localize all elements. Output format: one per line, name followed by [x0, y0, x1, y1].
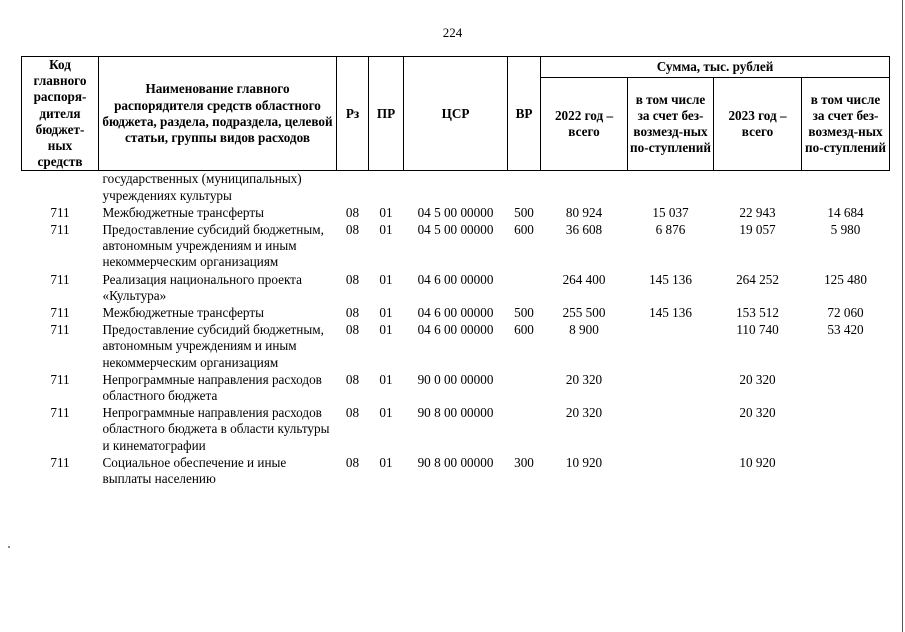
cell-total-2022: 80 924 [565, 204, 603, 220]
cell-free-2023: 72 060 [827, 305, 864, 321]
cell-pr: 01 [379, 271, 393, 287]
cell-vr: 300 [514, 454, 534, 470]
cell-pr: 01 [379, 322, 393, 338]
cell-csr: 90 0 00 00000 [417, 371, 494, 387]
cell-free-2023 [802, 372, 890, 405]
table-row [22, 272, 890, 305]
cell-name: Межбюджетные трансферты [102, 204, 264, 220]
cell-pr: 01 [379, 454, 393, 470]
cell-free-2023: 14 684 [827, 204, 864, 220]
header-vr: ВР [508, 57, 541, 171]
cell-total-2022 [541, 171, 628, 205]
cell-total-2022: 8 900 [569, 322, 599, 338]
cell-free-2022 [628, 405, 714, 455]
cell-total-2023: 19 057 [739, 222, 776, 238]
header-sum-group: Сумма, тыс. рублей [541, 57, 890, 78]
cell-pr [369, 171, 404, 205]
cell-free-2023: 125 480 [824, 271, 867, 287]
cell-total-2023: 20 320 [739, 371, 776, 387]
cell-free-2022 [628, 171, 714, 205]
cell-code [22, 171, 99, 205]
cell-vr [508, 405, 541, 455]
cell-csr: 04 6 00 00000 [417, 322, 494, 338]
cell-vr [508, 372, 541, 405]
cell-code: 711 [50, 305, 70, 321]
page-edge-line [902, 0, 903, 632]
table-row [22, 305, 890, 322]
cell-vr: 600 [514, 222, 534, 238]
cell-rz: 08 [345, 322, 360, 338]
cell-csr: 04 5 00 00000 [417, 204, 494, 220]
table-header [22, 57, 890, 171]
cell-free-2023 [802, 405, 890, 455]
cell-vr [508, 272, 541, 305]
page-number: 224 [442, 25, 463, 40]
header-pr: ПР [369, 57, 404, 171]
cell-free-2023: 5 980 [830, 222, 861, 238]
header-code: Код главного распоря-дителя бюджет-ных средств [22, 57, 99, 171]
cell-total-2022: 255 500 [562, 305, 606, 321]
table-row [22, 171, 890, 205]
cell-code: 711 [50, 371, 70, 387]
cell-vr [508, 171, 541, 205]
cell-vr: 600 [514, 322, 534, 338]
cell-code: 711 [50, 454, 70, 470]
cell-total-2023: 10 920 [739, 454, 776, 470]
table-row [22, 372, 890, 405]
cell-pr: 01 [379, 222, 393, 238]
cell-free-2022 [628, 322, 714, 372]
cell-total-2022: 264 400 [562, 271, 606, 287]
cell-pr: 01 [379, 371, 393, 387]
header-free-2023: в том числе за счет без-возмезд-ных по-ступлений [802, 78, 890, 171]
cell-rz: 08 [345, 271, 360, 287]
cell-total-2023: 153 512 [736, 305, 779, 321]
cell-name: Непрограммные направления расходов областного бюджета [102, 371, 322, 404]
cell-total-2022: 36 608 [565, 222, 603, 238]
header-rz: Рз [337, 57, 369, 171]
cell-name: Межбюджетные трансферты [102, 305, 264, 321]
cell-code: 711 [50, 271, 70, 287]
cell-total-2022: 10 920 [565, 454, 603, 470]
header-total-2023: 2023 год – всего [714, 78, 802, 171]
budget-table [21, 56, 890, 488]
cell-name: Предоставление субсидий бюджетным, автономным учреждениям и иным некоммерческим организациям [102, 222, 324, 270]
cell-rz: 08 [345, 454, 360, 470]
cell-csr: 90 8 00 00000 [417, 454, 494, 470]
cell-name: государственных (муниципальных) учреждениях культуры [102, 171, 302, 203]
cell-total-2023: 20 320 [739, 405, 776, 421]
cell-rz: 08 [345, 405, 360, 421]
cell-rz: 08 [345, 371, 360, 387]
cell-rz [337, 171, 369, 205]
cell-free-2022 [628, 372, 714, 405]
table-body [22, 171, 890, 488]
cell-code: 711 [50, 204, 70, 220]
table-row [22, 222, 890, 272]
cell-code: 711 [50, 405, 70, 421]
cell-name: Предоставление субсидий бюджетным, автономным учреждениям и иным некоммерческим организациям [102, 322, 324, 370]
cell-csr: 90 8 00 00000 [417, 405, 494, 421]
cell-free-2023 [802, 171, 890, 205]
cell-total-2022: 20 320 [565, 405, 603, 421]
cell-code: 711 [50, 322, 70, 338]
cell-rz: 08 [345, 204, 360, 220]
header-name: Наименование главного распорядителя средств областного бюджета, раздела, подраздела, целевой статьи, группы видов расходов [99, 57, 337, 171]
cell-total-2022: 20 320 [565, 371, 603, 387]
cell-free-2023: 53 420 [827, 322, 864, 338]
cell-free-2022: 15 037 [652, 204, 689, 220]
cell-free-2022: 145 136 [649, 305, 692, 321]
table-row [22, 455, 890, 488]
cell-csr [404, 171, 508, 205]
cell-rz: 08 [345, 305, 360, 321]
cell-total-2023: 264 252 [736, 271, 779, 287]
cell-free-2022: 6 876 [655, 222, 686, 238]
cell-csr: 04 5 00 00000 [417, 222, 494, 238]
cell-pr: 01 [379, 204, 393, 220]
header-free-2022: в том числе за счет без-возмезд-ных по-ступлений [628, 78, 714, 171]
scan-speck [8, 546, 10, 548]
cell-pr: 01 [379, 405, 393, 421]
cell-pr: 01 [379, 305, 393, 321]
table-row [22, 405, 890, 455]
header-total-2022: 2022 год – всего [541, 78, 628, 171]
cell-free-2022 [628, 455, 714, 488]
cell-total-2023: 110 740 [736, 322, 779, 338]
cell-name: Социальное обеспечение и иные выплаты населению [102, 454, 287, 487]
cell-vr: 500 [514, 305, 534, 321]
cell-free-2022: 145 136 [649, 271, 692, 287]
cell-name: Реализация национального проекта «Культура» [102, 271, 302, 303]
cell-vr: 500 [514, 204, 534, 220]
cell-free-2023 [802, 455, 890, 488]
table-row [22, 205, 890, 222]
cell-name: Непрограммные направления расходов областного бюджета в области культуры и кинематографии [102, 405, 330, 453]
cell-csr: 04 6 00 00000 [417, 271, 494, 287]
cell-csr: 04 6 00 00000 [417, 305, 494, 321]
header-csr: ЦСР [404, 57, 508, 171]
cell-code: 711 [50, 222, 70, 238]
cell-total-2023 [714, 171, 802, 205]
cell-rz: 08 [345, 222, 360, 238]
cell-total-2023: 22 943 [739, 204, 776, 220]
table-row [22, 322, 890, 372]
